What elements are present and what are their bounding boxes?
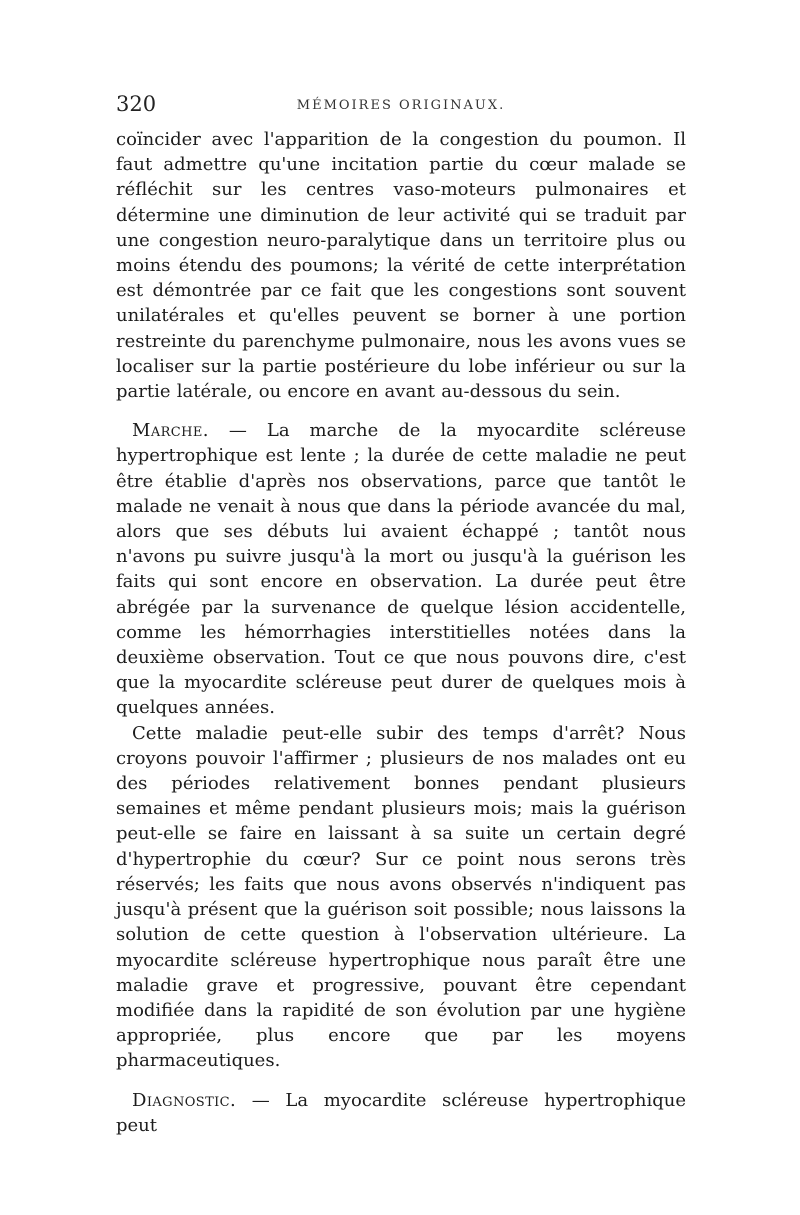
- paragraph-diagnostic: [116, 1088, 686, 1138]
- paragraph-marche: [116, 418, 686, 720]
- paragraph-text: — La myocardite scléreuse hypertrophique peut: [116, 1089, 686, 1136]
- section-heading-diagnostic: Diagnostic.: [132, 1089, 237, 1111]
- page-number: 320: [116, 92, 157, 116]
- paragraph-congestion: [116, 127, 686, 404]
- paragraph-temps-arret: [116, 721, 686, 1074]
- page-header: [116, 92, 686, 122]
- running-title: MÉMOIRES ORIGINAUX.: [296, 98, 506, 113]
- page-body: [116, 127, 686, 1138]
- paragraph-text: coïncider avec l'apparition de la congestion du poumon. Il faut admettre qu'une incitation partie du cœur malade se réfléchit sur les centres vaso-moteurs pulmonaires et détermine une diminution de leur activité qui se traduit par une congestion neuro-paralytique dans un territoire plus ou moins étendu des poumons; la vérité de cette interprétation est démontrée par ce fait que les congestions sont souvent unilatérales et qu'elles peuvent se borner à une portion restreinte du parenchyme pulmonaire, nous les avons vues se localiser sur la partie postérieure du lobe inférieur ou sur la partie latérale, ou encore en avant au-dessous du sein.: [116, 129, 686, 403]
- paragraph-text: Cette maladie peut-elle subir des temps d'arrêt? Nous croyons pouvoir l'affirmer ; plusieurs de nos malades ont eu des périodes relativement bonnes pendant plusieurs semaines et même pendant plusieurs mois; mais la guérison peut-elle se faire en laissant à sa suite un certain degré d'hypertrophie du cœur? Sur ce point nous serons très réservés; les faits que nous avons observés n'indiquent pas jusqu'à présent que la guérison soit possible; nous laissons la solution de cette question à l'observation ultérieure. La myocardite scléreuse hypertrophique nous paraît être une maladie grave et progressive, pouvant être cependant modifiée dans la rapidité de son évolution par une hygiène appropriée, plus encore que par les moyens pharmaceutiques.: [116, 722, 686, 1072]
- section-heading-marche: Marche.: [132, 420, 209, 442]
- paragraph-text: — La marche de la myocardite scléreuse hypertrophique est lente ; la durée de cette maladie ne peut être établie d'après nos observations, parce que tantôt le malade ne venait à nous que dans la période avancée du mal, alors que ses débuts lui avaient échappé ; tantôt nous n'avons pu suivre jusqu'à la mort ou jusqu'à la guérison les faits qui sont encore en observation. La durée peut être abrégée par la survenance de quelque lésion accidentelle, comme les hémorrhagies interstitielles notées dans la deuxième observation. Tout ce que nous pouvons dire, c'est que la myocardite scléreuse peut durer de quelques mois à quelques années.: [116, 420, 686, 719]
